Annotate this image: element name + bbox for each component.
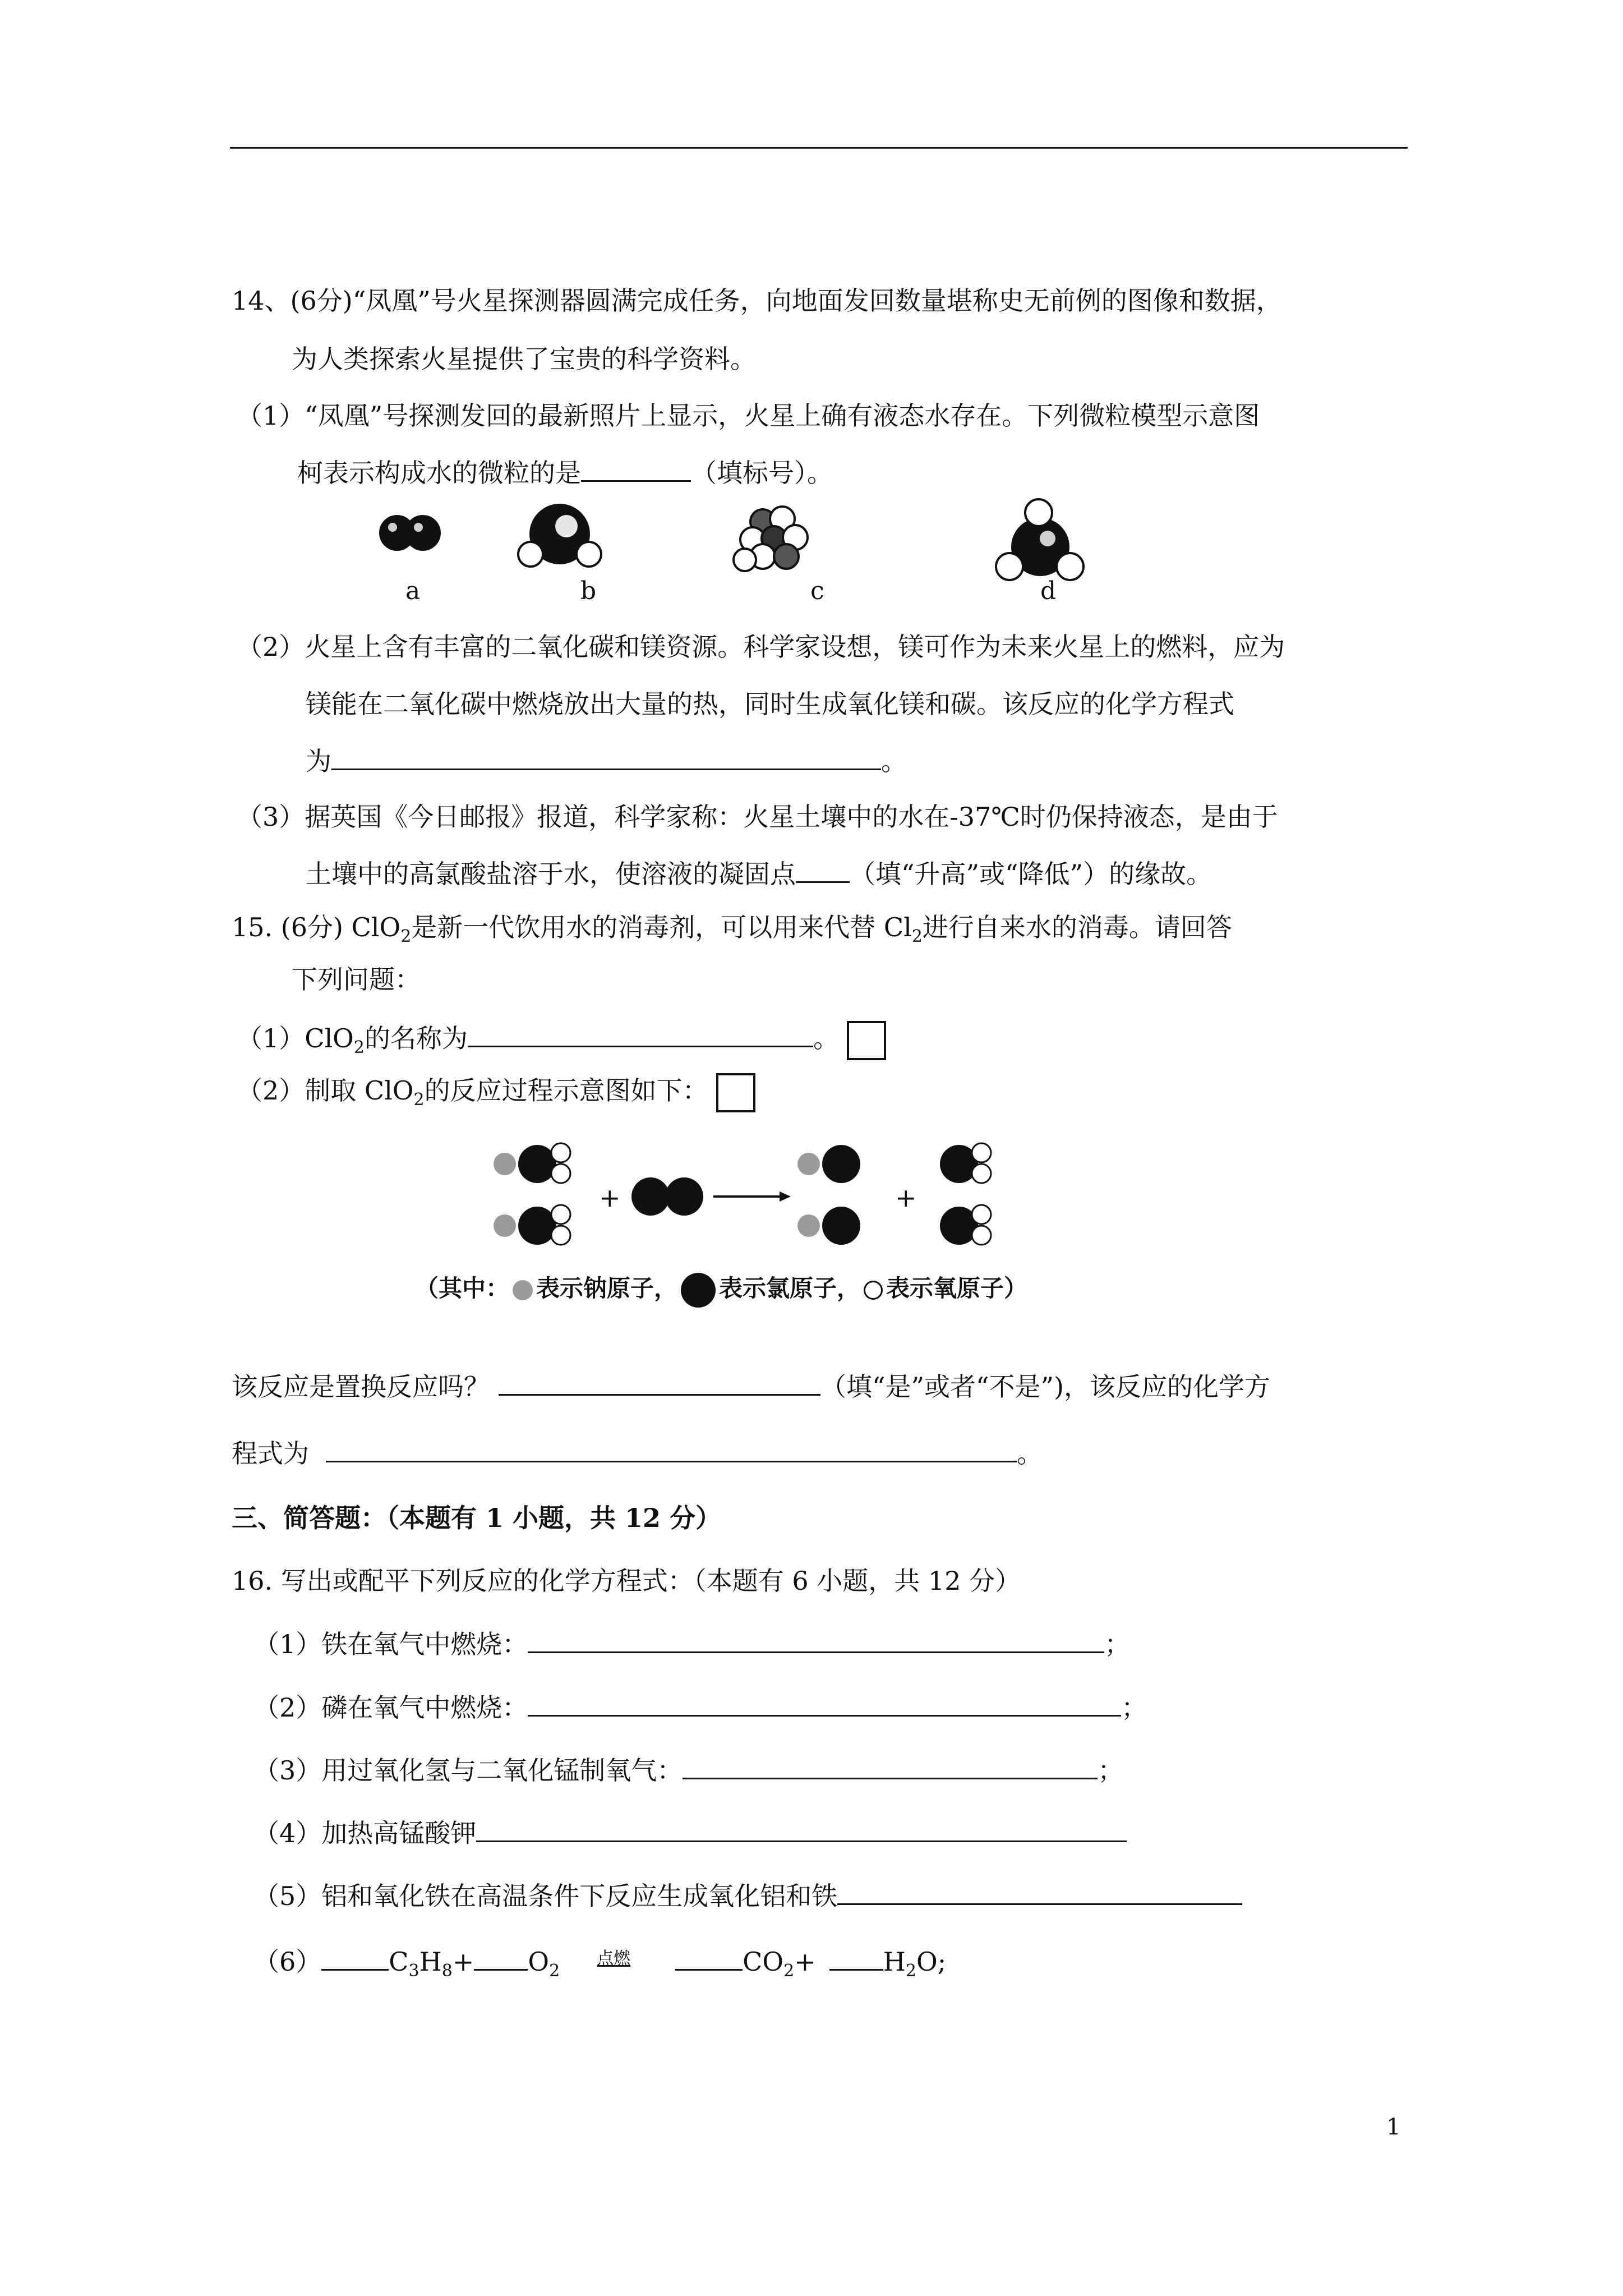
model-label-a: a (405, 577, 421, 605)
q14-part3-line2: 土壤中的高氯酸盐溶于水，使溶液的凝固点 （填“升高”或“降低”）的缘故。 (306, 859, 1212, 889)
product-nacl-molecule (797, 1145, 860, 1245)
reaction-diagram (488, 1139, 1049, 1251)
model-label-c: c (810, 577, 824, 605)
q16-item-2: （2）磷在氧气中燃烧： ； (253, 1692, 1147, 1723)
water-particle-models (370, 494, 1133, 628)
coefficient-blank[interactable] (321, 1947, 389, 1971)
answer-blank[interactable] (528, 1629, 1104, 1653)
reaction-legend: （其中： 表示钠原子， 表示氯原子， 表示氧原子） (415, 1270, 1027, 1308)
q14-part1-line1: （1）“凤凰”号探测发回的最新照片上显示，火星上确有液态水存在。下列微粒模型示意图 (237, 401, 1260, 431)
reactant-cl2-molecule (631, 1177, 703, 1216)
q15-part1: （1）ClO$_2$的名称为 。 (237, 1021, 886, 1060)
model-label-b: b (580, 577, 597, 605)
answer-blank[interactable] (326, 1438, 1017, 1462)
q14-part1-line2: 柯表示构成水的微粒的是 （填标号）。 (297, 458, 833, 488)
model-c (734, 507, 808, 571)
q15-question-line1: 该反应是置换反应吗？ （填“是”或者“不是”)，该反应的化学方 (232, 1372, 1271, 1402)
reactant-naclo2-molecule (494, 1205, 570, 1245)
answer-blank[interactable] (837, 1881, 1242, 1905)
answer-blank[interactable] (476, 1818, 1127, 1842)
answer-blank[interactable] (683, 1755, 1098, 1779)
section-title: 三、简答题：（本题有 1 小题，共 12 分） (232, 1503, 722, 1533)
answer-blank[interactable] (468, 1023, 813, 1047)
sodium-atom-icon (513, 1280, 533, 1300)
model-b (518, 504, 601, 567)
q15-part2: （2）制取 ClO$_2$的反应过程示意图如下： (237, 1073, 755, 1112)
q16-item-5: （5）铝和氧化铁在高温条件下反应生成氧化铝和铁 (253, 1880, 1242, 1912)
plus-sign: + (895, 1182, 917, 1213)
q15-question-line2: 程式为 。 (232, 1438, 1043, 1469)
q14-part2-line2: 镁能在二氧化碳中燃烧放出大量的热，同时生成氧化镁和碳。该反应的化学方程式 (306, 689, 1234, 719)
answer-blank[interactable] (581, 458, 691, 482)
q16-item-3: （3）用过氧化氢与二氧化锰制氧气： ； (253, 1755, 1124, 1786)
q14-part2-line3: 为 。 (306, 746, 907, 776)
ignite-condition: 点燃 (597, 1949, 631, 1968)
checkbox[interactable] (847, 1021, 886, 1060)
reactant-naclo2-molecule (494, 1143, 570, 1183)
q16-item-1: （1）铁在氧气中燃烧： ； (253, 1629, 1131, 1659)
q16-stem: 16. 写出或配平下列反应的化学方程式：（本题有 6 小题，共 12 分） (232, 1566, 1021, 1596)
answer-blank[interactable] (796, 859, 850, 883)
coefficient-blank[interactable] (675, 1947, 743, 1971)
reaction-arrow (713, 1191, 791, 1202)
model-d (996, 499, 1083, 580)
model-a (379, 515, 441, 551)
model-label-d: d (1040, 577, 1057, 605)
plus-sign: + (599, 1182, 621, 1213)
coefficient-blank[interactable] (474, 1947, 528, 1971)
chlorine-atom-icon (681, 1273, 716, 1308)
header-rule (230, 147, 1408, 149)
q16-item-4: （4）加热高锰酸钾 (253, 1818, 1127, 1849)
q15-stem-line2: 下列问题： (292, 964, 421, 995)
page-number: 1 (1386, 2114, 1401, 2140)
q14-stem-line1: 14、(6分)“凤凰”号火星探测器圆满完成任务，向地面发回数量堪称史无前例的图像和数据， (232, 286, 1282, 316)
q14-part3-line1: （3）据英国《今日邮报》报道，科学家称：火星土壤中的水在-37℃时仍保持液态，是由于 (237, 802, 1278, 832)
checkbox[interactable] (716, 1073, 755, 1112)
q16-item-6-equation: （6） $C_3H_8+ O_2^{点燃}$ $CO_2+ H_2O$; (253, 1947, 947, 1981)
answer-blank[interactable] (331, 746, 881, 770)
q14-stem-line2: 为人类探索火星提供了宝贵的科学资料。 (292, 344, 756, 374)
answer-blank[interactable] (499, 1372, 820, 1396)
q14-part2-line1: （2）火星上含有丰富的二氧化碳和镁资源。科学家设想，镁可作为未来火星上的燃料，应为 (237, 632, 1285, 662)
answer-blank[interactable] (528, 1692, 1121, 1717)
oxygen-atom-icon (864, 1281, 883, 1300)
product-clo2-molecule (940, 1143, 991, 1245)
coefficient-blank[interactable] (829, 1947, 883, 1971)
q15-stem-line1: 15. (6分) ClO$_2$是新一代饮用水的消毒剂，可以用来代替 $Cl_2$进行自来水的消毒。请回答 (232, 912, 1232, 947)
